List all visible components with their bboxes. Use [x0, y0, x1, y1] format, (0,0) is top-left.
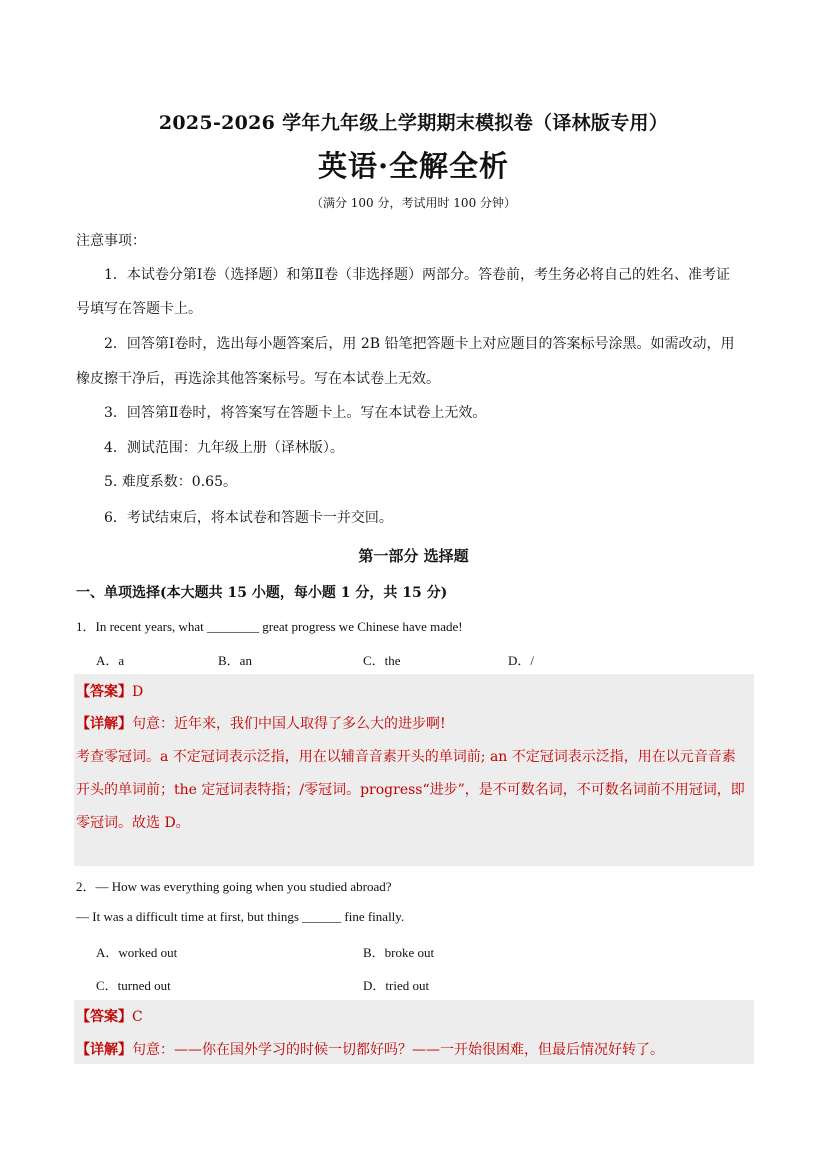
- note-3: 3．回答第Ⅱ卷时，将答案写在答题卡上。写在本试卷上无效。: [104, 405, 487, 421]
- note-6: 6．考试结束后，将本试卷和答题卡一并交回。: [104, 510, 393, 526]
- q2-answer-value: C: [132, 1009, 143, 1025]
- section-heading: 一、单项选择(本大题共 15 小题，每小题 1 分，共 15 分): [76, 585, 448, 601]
- q1-explanation-line2: 开头的单词前；the 定冠词表特指；/零冠词。progress“进步”，是不可数名词，不可数名词前不用冠词，即: [76, 782, 745, 798]
- q1-option-b: B．an: [218, 653, 252, 668]
- q2-option-c: C．turned out: [96, 978, 171, 993]
- note-2-line1: 2．回答第Ⅰ卷时，选出每小题答案后，用 2B 铅笔把答题卡上对应题目的答案标号涂黑。如需改动，用: [104, 336, 735, 352]
- q2-option-b: B．broke out: [363, 945, 435, 960]
- q1-detail-line1: 句意：近年来，我们中国人取得了多么大的进步啊!: [132, 716, 446, 732]
- q1-detail: [76, 713, 446, 733]
- note-4: 4．测试范围：九年级上册（译林版）。: [104, 440, 344, 456]
- exam-title: 2025-2026 学年九年级上学期期末模拟卷（译林版专用）: [158, 112, 669, 134]
- q1-answer: [76, 681, 143, 701]
- q2-detail: [76, 1039, 664, 1059]
- q2-option-d: D．tried out: [363, 978, 430, 993]
- q2-answer: [76, 1006, 143, 1026]
- note-2-line2: 橡皮擦干净后，再选涂其他答案标号。写在本试卷上无效。: [76, 371, 440, 387]
- q1-explanation-line3: 零冠词。故选 D。: [76, 815, 190, 831]
- score-info: （满分 100 分，考试用时 100 分钟）: [310, 196, 517, 210]
- q1-option-c: C．the: [363, 653, 401, 668]
- q1-option-a: A．a: [96, 653, 125, 668]
- q2-detail-line1: 句意：——你在国外学习的时候一切都好吗？——一开始很困难，但最后情况好转了。: [132, 1042, 664, 1058]
- q1-detail-tag: 【详解】: [76, 716, 132, 732]
- q1-answer-value: D: [132, 684, 144, 700]
- q2-stem-line1: 2．— How was everything going when you studied abroad?: [76, 879, 392, 894]
- note-1-line1: 1．本试卷分第Ⅰ卷（选择题）和第Ⅱ卷（非选择题）两部分。答卷前，考生务必将自己的姓名、准考证: [104, 267, 730, 283]
- note-5: 5. 难度系数：0.65。: [104, 474, 237, 490]
- q2-option-a: A．worked out: [96, 945, 178, 960]
- q1-answer-tag: 【答案】: [76, 684, 132, 700]
- q1-stem: 1．In recent years, what ________ great progress we Chinese have made!: [76, 619, 463, 634]
- q2-stem-line2: — It was a difficult time at first, but things ______ fine finally.: [76, 909, 405, 924]
- notes-heading: 注意事项：: [76, 233, 146, 249]
- note-1-line2: 号填写在答题卡上。: [76, 301, 202, 317]
- q1-option-d: D．/: [508, 653, 535, 668]
- exam-subtitle: 英语·全解全析: [317, 149, 510, 183]
- q1-explanation-line1: 考查零冠词。a 不定冠词表示泛指，用在以辅音音素开头的单词前; an 不定冠词表示泛指，用在以元音音素: [76, 749, 736, 765]
- part1-title: 第一部分 选择题: [358, 547, 469, 565]
- q2-answer-tag: 【答案】: [76, 1009, 132, 1025]
- q2-detail-tag: 【详解】: [76, 1042, 132, 1058]
- q1-answer-box: [74, 674, 754, 866]
